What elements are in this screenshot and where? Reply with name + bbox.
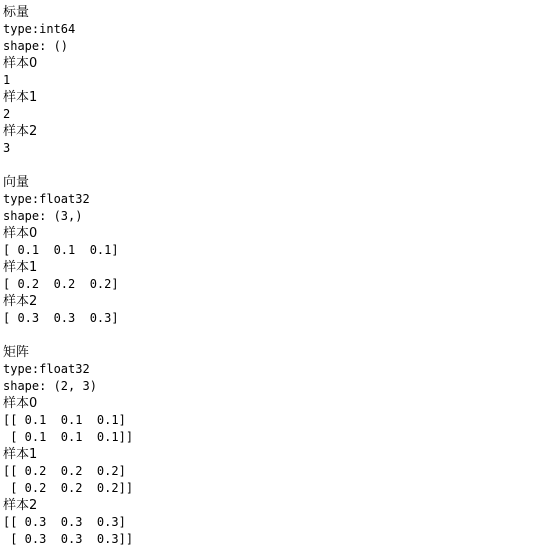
sample-value: 2 [3,107,11,121]
sample-value: [ 0.2 0.2 0.2]] [3,481,134,495]
sample-value: [ 0.3 0.3 0.3]] [3,532,134,546]
sample-value: [ 0.3 0.3 0.3] [3,311,119,325]
sample-label: 样本1 [3,260,38,275]
blank-line [3,157,550,174]
section-scalar [3,4,550,157]
shape-line: shape: () [3,39,69,53]
shape-line: shape: (3,) [3,209,83,223]
shape-line: shape: (2, 3) [3,379,97,393]
sample-label: 样本0 [3,396,38,411]
sample-value: [[ 0.1 0.1 0.1] [3,413,126,427]
blank-line [3,327,550,344]
type-line: type:float32 [3,362,90,376]
section-title: 标量 [3,5,30,20]
sample-label: 样本1 [3,90,38,105]
sample-label: 样本1 [3,447,38,462]
type-line: type:float32 [3,192,90,206]
sample-value: [ 0.2 0.2 0.2] [3,277,119,291]
section-title: 向量 [3,175,30,190]
sample-label: 样本0 [3,56,38,71]
sample-value: [ 0.1 0.1 0.1] [3,243,119,257]
sample-value: [[ 0.3 0.3 0.3] [3,515,126,529]
sample-value: [ 0.1 0.1 0.1]] [3,430,134,444]
sample-label: 样本0 [3,226,38,241]
section-matrix [3,344,550,548]
section-title: 矩阵 [3,345,30,360]
section-vector [3,174,550,327]
sample-value: 3 [3,141,11,155]
sample-label: 样本2 [3,498,38,513]
sample-value: 1 [3,73,11,87]
sample-value: [[ 0.2 0.2 0.2] [3,464,126,478]
type-line: type:int64 [3,22,76,36]
sample-label: 样本2 [3,294,38,309]
sample-label: 样本2 [3,124,38,139]
